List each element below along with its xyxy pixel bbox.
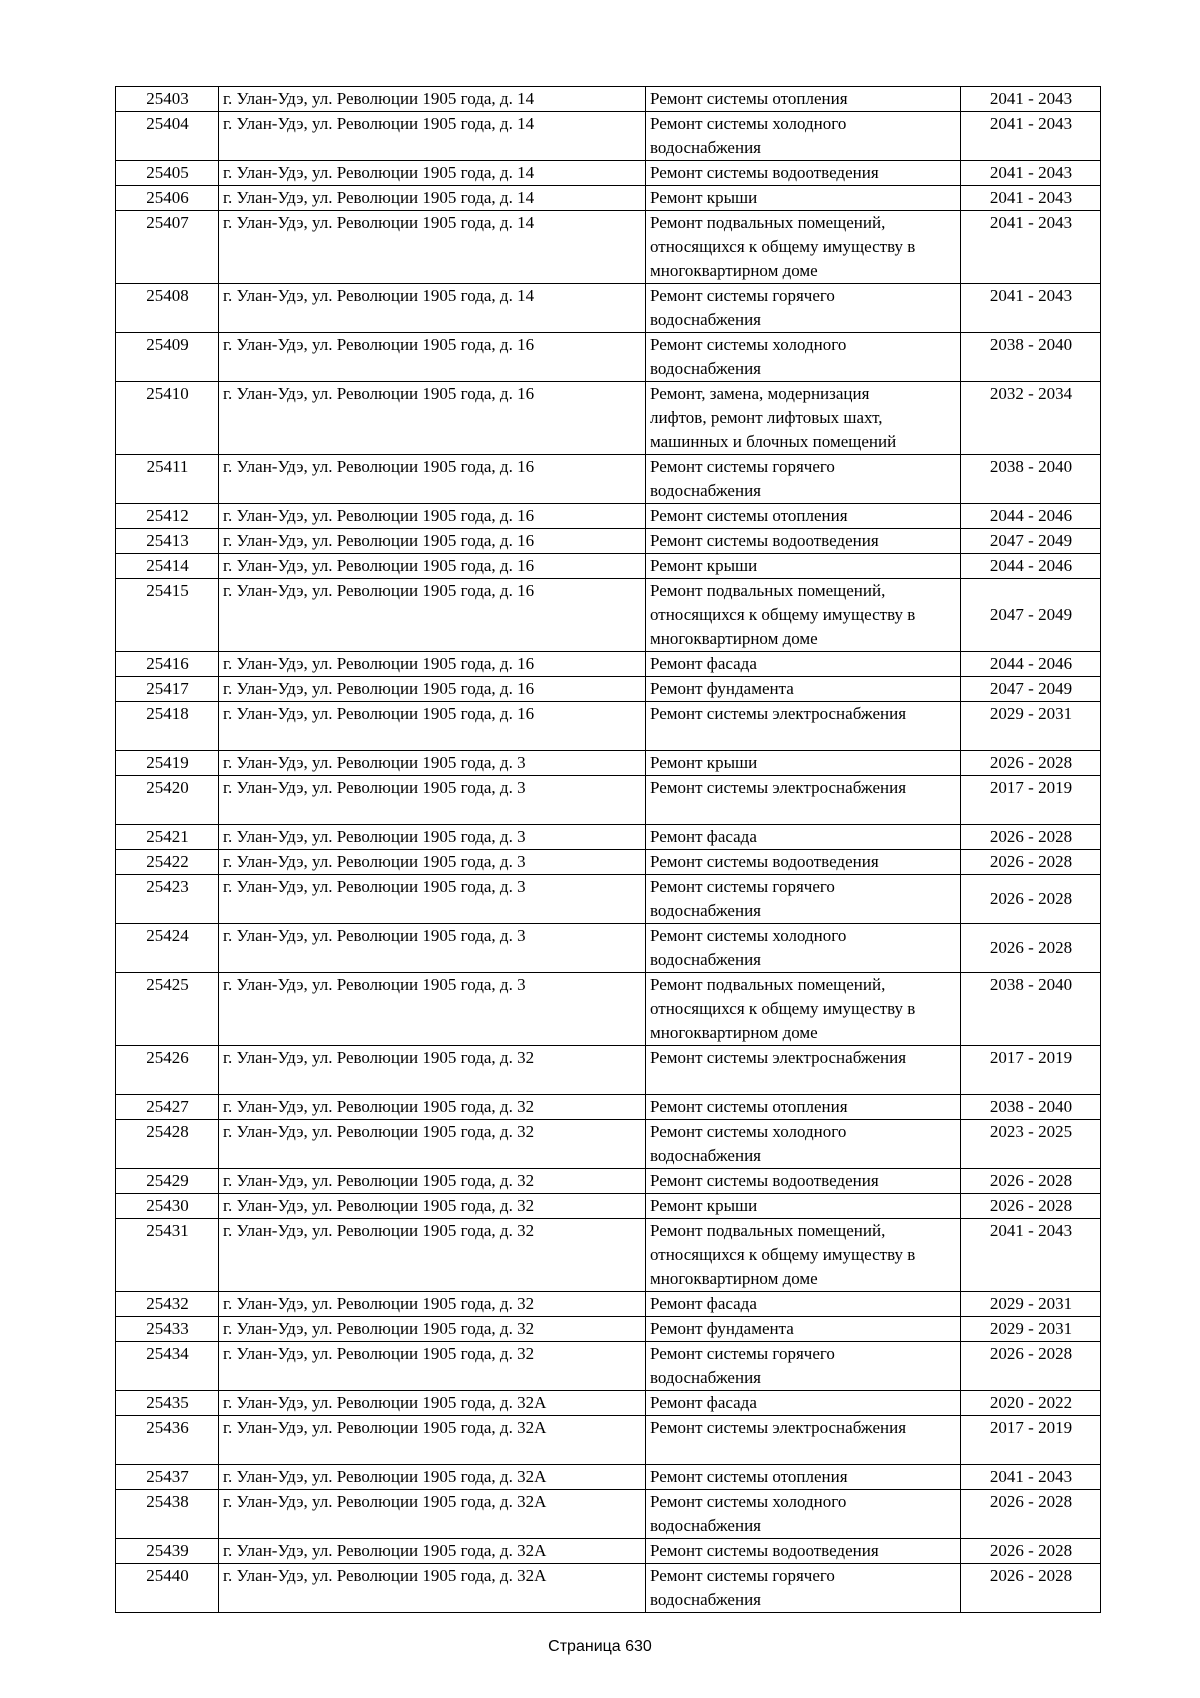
work-type-line xyxy=(650,1070,957,1094)
work-type-line: водоснабжения xyxy=(650,1516,761,1535)
address-cell: г. Улан-Удэ, ул. Революции 1905 года, д. 3 xyxy=(219,973,646,1046)
address-cell: г. Улан-Удэ, ул. Революции 1905 года, д. 14 xyxy=(219,87,646,112)
period-cell: 2026 - 2028 xyxy=(961,875,1101,924)
table-row xyxy=(116,1391,1101,1416)
period-cell: 2017 - 2019 xyxy=(961,1416,1101,1465)
work-type-cell xyxy=(646,1292,961,1317)
table-row xyxy=(116,211,1101,284)
period-cell: 2047 - 2049 xyxy=(961,529,1101,554)
address-cell: г. Улан-Удэ, ул. Революции 1905 года, д. 32 xyxy=(219,1317,646,1342)
work-type-line: Ремонт системы электроснабжения xyxy=(650,704,907,723)
table-row xyxy=(116,875,1101,924)
row-number: 25406 xyxy=(116,186,219,211)
table-row xyxy=(116,1490,1101,1539)
work-type-line: Ремонт системы электроснабжения xyxy=(650,1048,907,1067)
address-cell: г. Улан-Удэ, ул. Революции 1905 года, д. 32А xyxy=(219,1539,646,1564)
work-type-line: Ремонт системы электроснабжения xyxy=(650,1418,907,1437)
period-cell: 2026 - 2028 xyxy=(961,924,1101,973)
period-cell: 2041 - 2043 xyxy=(961,87,1101,112)
work-type-line: Ремонт системы отопления xyxy=(650,1097,848,1116)
work-type-line: Ремонт крыши xyxy=(650,556,758,575)
row-number: 25439 xyxy=(116,1539,219,1564)
address-cell: г. Улан-Удэ, ул. Революции 1905 года, д. 16 xyxy=(219,652,646,677)
period-cell: 2017 - 2019 xyxy=(961,776,1101,825)
address-cell: г. Улан-Удэ, ул. Революции 1905 года, д. 32 xyxy=(219,1169,646,1194)
table-row xyxy=(116,455,1101,504)
row-number: 25425 xyxy=(116,973,219,1046)
work-type-line: лифтов, ремонт лифтовых шахт, xyxy=(650,408,883,427)
address-cell: г. Улан-Удэ, ул. Революции 1905 года, д. 32А xyxy=(219,1490,646,1539)
row-number: 25408 xyxy=(116,284,219,333)
work-type-cell xyxy=(646,554,961,579)
row-number: 25436 xyxy=(116,1416,219,1465)
table-row xyxy=(116,1120,1101,1169)
address-cell: г. Улан-Удэ, ул. Революции 1905 года, д. 32 xyxy=(219,1219,646,1292)
work-type-line: Ремонт системы горячего xyxy=(650,1344,835,1363)
address-cell: г. Улан-Удэ, ул. Революции 1905 года, д. 3 xyxy=(219,776,646,825)
period-cell: 2026 - 2028 xyxy=(961,825,1101,850)
table-row xyxy=(116,1219,1101,1292)
row-number: 25422 xyxy=(116,850,219,875)
table-row xyxy=(116,1465,1101,1490)
table-row xyxy=(116,751,1101,776)
work-type-line: машинных и блочных помещений xyxy=(650,432,897,451)
address-cell: г. Улан-Удэ, ул. Революции 1905 года, д. 3 xyxy=(219,825,646,850)
table-row xyxy=(116,112,1101,161)
row-number: 25424 xyxy=(116,924,219,973)
period-cell: 2038 - 2040 xyxy=(961,455,1101,504)
address-cell: г. Улан-Удэ, ул. Революции 1905 года, д. 32А xyxy=(219,1391,646,1416)
table-row xyxy=(116,1317,1101,1342)
work-type-cell xyxy=(646,211,961,284)
period-cell: 2026 - 2028 xyxy=(961,1539,1101,1564)
work-type-line: Ремонт системы горячего xyxy=(650,286,835,305)
row-number: 25423 xyxy=(116,875,219,924)
work-type-cell xyxy=(646,924,961,973)
work-type-line: многоквартирном доме xyxy=(650,261,818,280)
address-cell: г. Улан-Удэ, ул. Революции 1905 года, д. 32 xyxy=(219,1342,646,1391)
work-type-line: Ремонт подвальных помещений, xyxy=(650,975,886,994)
row-number: 25415 xyxy=(116,579,219,652)
work-type-line xyxy=(650,800,957,824)
period-cell: 2041 - 2043 xyxy=(961,284,1101,333)
work-type-line: Ремонт системы холодного xyxy=(650,335,847,354)
work-type-cell xyxy=(646,850,961,875)
work-type-line: Ремонт системы отопления xyxy=(650,506,848,525)
repair-schedule-table xyxy=(115,86,1101,1613)
work-type-cell xyxy=(646,1169,961,1194)
period-cell: 2047 - 2049 xyxy=(961,579,1101,652)
table-row xyxy=(116,1539,1101,1564)
work-type-cell xyxy=(646,776,961,825)
work-type-line: относящихся к общему имуществу в xyxy=(650,999,916,1018)
address-cell: г. Улан-Удэ, ул. Революции 1905 года, д. 32 xyxy=(219,1194,646,1219)
work-type-line: Ремонт системы отопления xyxy=(650,1467,848,1486)
table-row xyxy=(116,1564,1101,1613)
address-cell: г. Улан-Удэ, ул. Революции 1905 года, д. 32А xyxy=(219,1564,646,1613)
row-number: 25416 xyxy=(116,652,219,677)
address-cell: г. Улан-Удэ, ул. Революции 1905 года, д. 32А xyxy=(219,1416,646,1465)
work-type-cell xyxy=(646,161,961,186)
table-row xyxy=(116,850,1101,875)
row-number: 25428 xyxy=(116,1120,219,1169)
address-cell: г. Улан-Удэ, ул. Революции 1905 года, д. 3 xyxy=(219,924,646,973)
work-type-line: водоснабжения xyxy=(650,359,761,378)
work-type-cell xyxy=(646,1539,961,1564)
row-number: 25414 xyxy=(116,554,219,579)
period-cell: 2038 - 2040 xyxy=(961,1095,1101,1120)
row-number: 25410 xyxy=(116,382,219,455)
table-row xyxy=(116,284,1101,333)
table-row xyxy=(116,1416,1101,1465)
work-type-cell xyxy=(646,112,961,161)
address-cell: г. Улан-Удэ, ул. Революции 1905 года, д. 16 xyxy=(219,455,646,504)
work-type-cell xyxy=(646,1416,961,1465)
work-type-cell xyxy=(646,455,961,504)
work-type-cell xyxy=(646,87,961,112)
address-cell: г. Улан-Удэ, ул. Революции 1905 года, д. 14 xyxy=(219,186,646,211)
work-type-line: водоснабжения xyxy=(650,1368,761,1387)
table-row xyxy=(116,924,1101,973)
period-cell: 2020 - 2022 xyxy=(961,1391,1101,1416)
work-type-line: Ремонт системы горячего xyxy=(650,1566,835,1585)
row-number: 25409 xyxy=(116,333,219,382)
period-cell: 2026 - 2028 xyxy=(961,850,1101,875)
row-number: 25440 xyxy=(116,1564,219,1613)
work-type-line: Ремонт, замена, модернизация xyxy=(650,384,870,403)
row-number: 25405 xyxy=(116,161,219,186)
address-cell: г. Улан-Удэ, ул. Революции 1905 года, д. 16 xyxy=(219,677,646,702)
period-cell: 2026 - 2028 xyxy=(961,751,1101,776)
address-cell: г. Улан-Удэ, ул. Революции 1905 года, д. 32А xyxy=(219,1465,646,1490)
work-type-cell xyxy=(646,1317,961,1342)
period-cell: 2032 - 2034 xyxy=(961,382,1101,455)
address-cell: г. Улан-Удэ, ул. Революции 1905 года, д. 32 xyxy=(219,1120,646,1169)
table-row xyxy=(116,554,1101,579)
period-cell: 2041 - 2043 xyxy=(961,1465,1101,1490)
address-cell: г. Улан-Удэ, ул. Революции 1905 года, д. 3 xyxy=(219,751,646,776)
period-cell: 2041 - 2043 xyxy=(961,112,1101,161)
table-row xyxy=(116,973,1101,1046)
work-type-cell xyxy=(646,875,961,924)
work-type-line: относящихся к общему имуществу в xyxy=(650,1245,916,1264)
work-type-line: водоснабжения xyxy=(650,1146,761,1165)
work-type-line: многоквартирном доме xyxy=(650,1269,818,1288)
address-cell: г. Улан-Удэ, ул. Революции 1905 года, д. 32 xyxy=(219,1292,646,1317)
period-cell: 2029 - 2031 xyxy=(961,1317,1101,1342)
period-cell: 2026 - 2028 xyxy=(961,1342,1101,1391)
address-cell: г. Улан-Удэ, ул. Революции 1905 года, д. 16 xyxy=(219,382,646,455)
work-type-line: Ремонт системы электроснабжения xyxy=(650,778,907,797)
table-row xyxy=(116,1095,1101,1120)
work-type-cell xyxy=(646,702,961,751)
work-type-cell xyxy=(646,1342,961,1391)
row-number: 25430 xyxy=(116,1194,219,1219)
work-type-line: Ремонт системы холодного xyxy=(650,1122,847,1141)
address-cell: г. Улан-Удэ, ул. Революции 1905 года, д. 16 xyxy=(219,554,646,579)
period-cell: 2038 - 2040 xyxy=(961,973,1101,1046)
work-type-line: водоснабжения xyxy=(650,138,761,157)
period-cell: 2029 - 2031 xyxy=(961,702,1101,751)
table-row xyxy=(116,579,1101,652)
row-number: 25438 xyxy=(116,1490,219,1539)
work-type-cell xyxy=(646,504,961,529)
work-type-cell xyxy=(646,1465,961,1490)
work-type-line: Ремонт системы холодного xyxy=(650,1492,847,1511)
period-cell: 2023 - 2025 xyxy=(961,1120,1101,1169)
work-type-line xyxy=(650,726,957,750)
address-cell: г. Улан-Удэ, ул. Революции 1905 года, д. 16 xyxy=(219,579,646,652)
work-type-line: Ремонт фасада xyxy=(650,1393,757,1412)
work-type-line: Ремонт подвальных помещений, xyxy=(650,1221,886,1240)
work-type-line: многоквартирном доме xyxy=(650,629,818,648)
table-row xyxy=(116,87,1101,112)
work-type-line: Ремонт крыши xyxy=(650,1196,758,1215)
table-row xyxy=(116,1292,1101,1317)
work-type-cell xyxy=(646,652,961,677)
table-row xyxy=(116,1194,1101,1219)
period-cell: 2026 - 2028 xyxy=(961,1490,1101,1539)
table-row xyxy=(116,504,1101,529)
address-cell: г. Улан-Удэ, ул. Революции 1905 года, д. 14 xyxy=(219,112,646,161)
table-row xyxy=(116,161,1101,186)
work-type-line: Ремонт системы водоотведения xyxy=(650,1171,879,1190)
work-type-cell xyxy=(646,1194,961,1219)
row-number: 25429 xyxy=(116,1169,219,1194)
row-number: 25427 xyxy=(116,1095,219,1120)
work-type-cell xyxy=(646,1046,961,1095)
work-type-line: Ремонт подвальных помещений, xyxy=(650,581,886,600)
address-cell: г. Улан-Удэ, ул. Революции 1905 года, д. 16 xyxy=(219,504,646,529)
table-row xyxy=(116,1342,1101,1391)
table-row xyxy=(116,382,1101,455)
address-cell: г. Улан-Удэ, ул. Революции 1905 года, д. 16 xyxy=(219,702,646,751)
work-type-line: Ремонт подвальных помещений, xyxy=(650,213,886,232)
work-type-cell xyxy=(646,333,961,382)
period-cell: 2038 - 2040 xyxy=(961,333,1101,382)
work-type-line: относящихся к общему имуществу в xyxy=(650,605,916,624)
work-type-cell xyxy=(646,382,961,455)
period-cell: 2026 - 2028 xyxy=(961,1194,1101,1219)
work-type-line: Ремонт системы горячего xyxy=(650,877,835,896)
address-cell: г. Улан-Удэ, ул. Революции 1905 года, д. 32 xyxy=(219,1095,646,1120)
work-type-cell xyxy=(646,529,961,554)
table-row xyxy=(116,702,1101,751)
work-type-line: Ремонт фундамента xyxy=(650,1319,794,1338)
work-type-line: Ремонт системы холодного xyxy=(650,114,847,133)
row-number: 25426 xyxy=(116,1046,219,1095)
work-type-line: Ремонт системы водоотведения xyxy=(650,531,879,550)
table-row xyxy=(116,776,1101,825)
work-type-cell xyxy=(646,1095,961,1120)
row-number: 25419 xyxy=(116,751,219,776)
table-row xyxy=(116,825,1101,850)
work-type-cell xyxy=(646,1490,961,1539)
work-type-line: водоснабжения xyxy=(650,950,761,969)
row-number: 25420 xyxy=(116,776,219,825)
period-cell: 2041 - 2043 xyxy=(961,1219,1101,1292)
address-cell: г. Улан-Удэ, ул. Революции 1905 года, д. 14 xyxy=(219,211,646,284)
work-type-line: водоснабжения xyxy=(650,1590,761,1609)
period-cell: 2026 - 2028 xyxy=(961,1169,1101,1194)
period-cell: 2044 - 2046 xyxy=(961,554,1101,579)
work-type-cell xyxy=(646,677,961,702)
work-type-cell xyxy=(646,186,961,211)
work-type-line: Ремонт системы холодного xyxy=(650,926,847,945)
work-type-line: Ремонт крыши xyxy=(650,188,758,207)
row-number: 25412 xyxy=(116,504,219,529)
row-number: 25413 xyxy=(116,529,219,554)
work-type-cell xyxy=(646,579,961,652)
work-type-cell xyxy=(646,825,961,850)
row-number: 25404 xyxy=(116,112,219,161)
row-number: 25411 xyxy=(116,455,219,504)
work-type-line: Ремонт крыши xyxy=(650,753,758,772)
work-type-line: Ремонт фасада xyxy=(650,1294,757,1313)
work-type-line xyxy=(650,1440,957,1464)
row-number: 25418 xyxy=(116,702,219,751)
work-type-cell xyxy=(646,284,961,333)
work-type-line: Ремонт системы горячего xyxy=(650,457,835,476)
work-type-line: Ремонт системы отопления xyxy=(650,89,848,108)
work-type-line: Ремонт фасада xyxy=(650,654,757,673)
period-cell: 2029 - 2031 xyxy=(961,1292,1101,1317)
row-number: 25435 xyxy=(116,1391,219,1416)
period-cell: 2026 - 2028 xyxy=(961,1564,1101,1613)
period-cell: 2044 - 2046 xyxy=(961,504,1101,529)
address-cell: г. Улан-Удэ, ул. Революции 1905 года, д. 14 xyxy=(219,284,646,333)
work-type-cell xyxy=(646,1219,961,1292)
table-row xyxy=(116,652,1101,677)
period-cell: 2044 - 2046 xyxy=(961,652,1101,677)
work-type-line: водоснабжения xyxy=(650,310,761,329)
row-number: 25431 xyxy=(116,1219,219,1292)
page-number: Страница 630 xyxy=(548,1638,652,1655)
address-cell: г. Улан-Удэ, ул. Революции 1905 года, д. 3 xyxy=(219,850,646,875)
row-number: 25403 xyxy=(116,87,219,112)
address-cell: г. Улан-Удэ, ул. Революции 1905 года, д. 3 xyxy=(219,875,646,924)
work-type-cell xyxy=(646,751,961,776)
period-cell: 2017 - 2019 xyxy=(961,1046,1101,1095)
work-type-cell xyxy=(646,1391,961,1416)
address-cell: г. Улан-Удэ, ул. Революции 1905 года, д. 32 xyxy=(219,1046,646,1095)
work-type-line: многоквартирном доме xyxy=(650,1023,818,1042)
table-row xyxy=(116,529,1101,554)
table-row xyxy=(116,186,1101,211)
period-cell: 2041 - 2043 xyxy=(961,211,1101,284)
table-body xyxy=(116,87,1101,1613)
work-type-line: Ремонт фасада xyxy=(650,827,757,846)
row-number: 25433 xyxy=(116,1317,219,1342)
address-cell: г. Улан-Удэ, ул. Революции 1905 года, д. 16 xyxy=(219,529,646,554)
work-type-line: Ремонт фундамента xyxy=(650,679,794,698)
work-type-line: Ремонт системы водоотведения xyxy=(650,852,879,871)
work-type-line: Ремонт системы водоотведения xyxy=(650,1541,879,1560)
row-number: 25421 xyxy=(116,825,219,850)
work-type-cell xyxy=(646,973,961,1046)
work-type-line: водоснабжения xyxy=(650,481,761,500)
row-number: 25432 xyxy=(116,1292,219,1317)
work-type-line: Ремонт системы водоотведения xyxy=(650,163,879,182)
work-type-line: водоснабжения xyxy=(650,901,761,920)
row-number: 25407 xyxy=(116,211,219,284)
table-row xyxy=(116,1169,1101,1194)
period-cell: 2047 - 2049 xyxy=(961,677,1101,702)
period-cell: 2041 - 2043 xyxy=(961,186,1101,211)
table-row xyxy=(116,333,1101,382)
row-number: 25437 xyxy=(116,1465,219,1490)
address-cell: г. Улан-Удэ, ул. Революции 1905 года, д. 16 xyxy=(219,333,646,382)
table-row xyxy=(116,1046,1101,1095)
work-type-cell xyxy=(646,1564,961,1613)
address-cell: г. Улан-Удэ, ул. Революции 1905 года, д. 14 xyxy=(219,161,646,186)
period-cell: 2041 - 2043 xyxy=(961,161,1101,186)
work-type-line: относящихся к общему имуществу в xyxy=(650,237,916,256)
row-number: 25434 xyxy=(116,1342,219,1391)
table-row xyxy=(116,677,1101,702)
work-type-cell xyxy=(646,1120,961,1169)
row-number: 25417 xyxy=(116,677,219,702)
